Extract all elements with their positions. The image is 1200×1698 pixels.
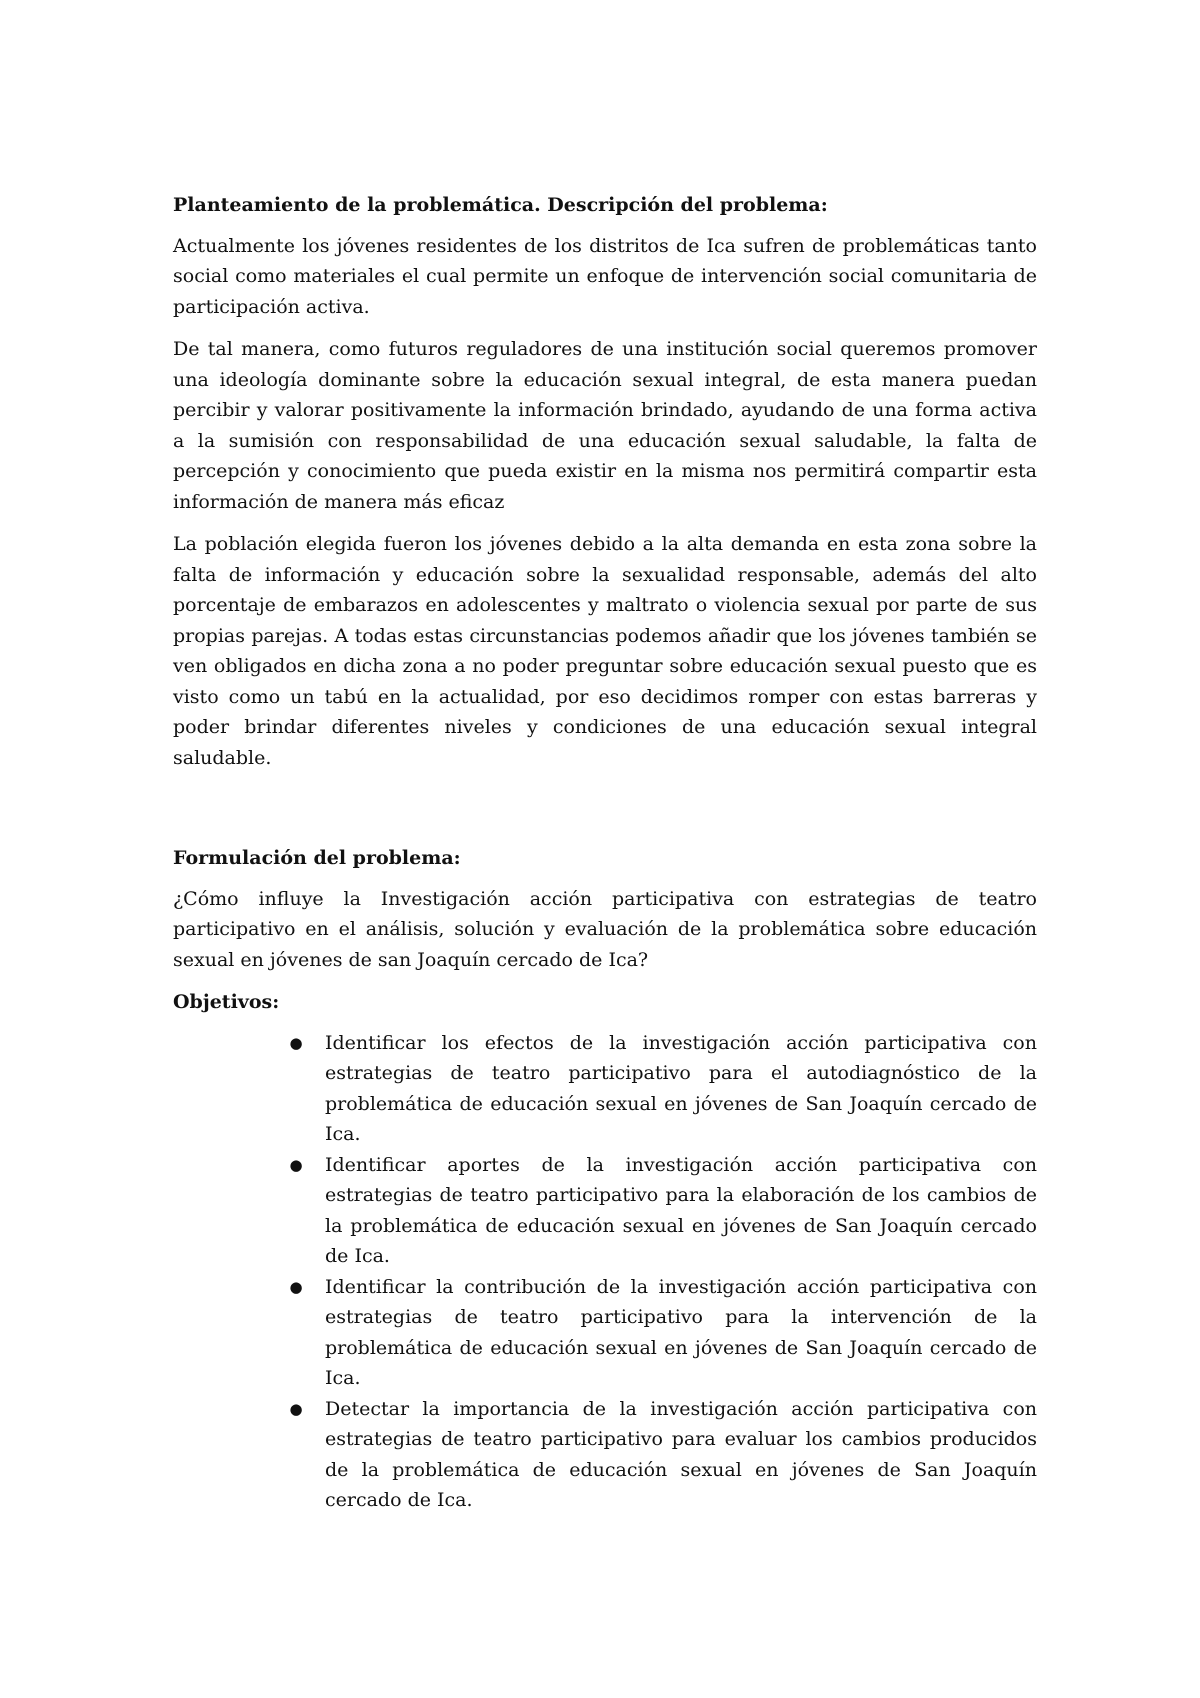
objective-text: Identificar la contribución de la investigación acción participativa con estrategias de teatro participativo para la intervención de la problemática de educación sexual en jóvenes de San Joaquín cercado de Ica. bbox=[325, 1275, 1037, 1389]
document-page bbox=[173, 190, 1037, 1516]
objective-text: Identificar aportes de la investigación acción participativa con estrategias de teatro participativo para la elaboración de los cambios de la problemática de educación sexual en jóvenes de San Joaquín cercado de Ica. bbox=[325, 1153, 1037, 1267]
objective-text: Detectar la importancia de la investigación acción participativa con estrategias de teatro participativo para evaluar los cambios producidos de la problemática de educación sexual en jóvenes de San Joaquín cercado de Ica. bbox=[325, 1397, 1037, 1511]
problem-paragraph-2: De tal manera, como futuros reguladores de una institución social queremos promover una ideología dominante sobre la educación sexual integral, de esta manera puedan percibir y valorar positivamente la información brindado, ayudando de una forma activa a la sumisión con responsabilidad de una educación sexual saludable, la falta de percepción y conocimiento que pueda existir en la misma nos permitirá compartir esta información de manera más eficaz bbox=[173, 338, 1037, 513]
problem-formulation-heading: Formulación del problema: bbox=[173, 847, 461, 869]
objectives-list bbox=[173, 1028, 1037, 1516]
bullet-icon: ● bbox=[289, 1399, 303, 1418]
bullet-icon: ● bbox=[289, 1277, 303, 1296]
objective-item bbox=[289, 1028, 1037, 1150]
objective-item bbox=[289, 1150, 1037, 1272]
problem-paragraph-1: Actualmente los jóvenes residentes de los distritos de Ica sufren de problemáticas tanto social como materiales el cual permite un enfoque de intervención social comunitaria de participación activa. bbox=[173, 234, 1037, 318]
objective-text: Identificar los efectos de la investigación acción participativa con estrategias de teatro participativo para el autodiagnóstico de la problemática de educación sexual en jóvenes de San Joaquín cercado de Ica. bbox=[325, 1031, 1037, 1145]
bullet-icon: ● bbox=[289, 1155, 303, 1174]
bullet-icon: ● bbox=[289, 1033, 303, 1052]
objectives-heading: Objetivos: bbox=[173, 991, 280, 1013]
section-spacer bbox=[173, 785, 1037, 843]
problem-formulation-paragraph: ¿Cómo influye la Investigación acción participativa con estrategias de teatro participativo en el análisis, solución y evaluación de la problemática sobre educación sexual en jóvenes de san Joaquín cercado de Ica? bbox=[173, 887, 1037, 971]
objective-item bbox=[289, 1272, 1037, 1394]
problem-statement-heading: Planteamiento de la problemática. Descripción del problema: bbox=[173, 194, 828, 216]
objective-item bbox=[289, 1394, 1037, 1516]
problem-paragraph-3: La población elegida fueron los jóvenes debido a la alta demanda en esta zona sobre la falta de información y educación sobre la sexualidad responsable, además del alto porcentaje de embarazos en adolescentes y maltrato o violencia sexual por parte de sus propias parejas. A todas estas circunstancias podemos añadir que los jóvenes también se ven obligados en dicha zona a no poder preguntar sobre educación sexual puesto que es visto como un tabú en la actualidad, por eso decidimos romper con estas barreras y poder brindar diferentes niveles y condiciones de una educación sexual integral saludable. bbox=[173, 533, 1037, 769]
